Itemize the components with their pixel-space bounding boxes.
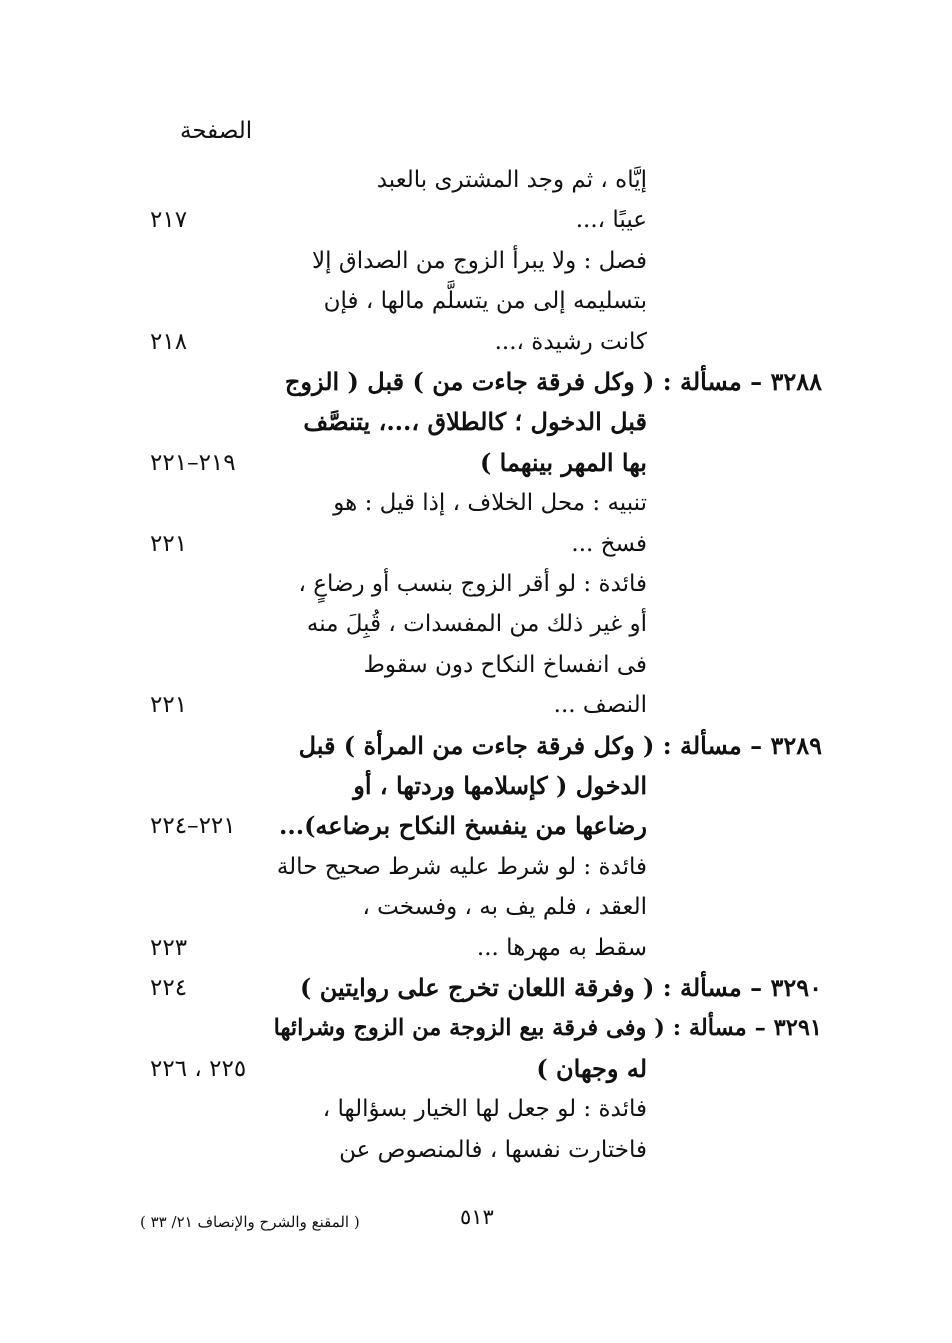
- index-line: [0, 887, 952, 927]
- index-line: [0, 524, 952, 564]
- index-line: [0, 604, 952, 644]
- index-line: [0, 726, 952, 766]
- page-reference: ٢٢١: [150, 692, 188, 719]
- page-reference: ٢٢٤: [150, 975, 188, 1001]
- issue-heading-text: ٣٢٨٩ – مسألة : ( وكل فرقة جاءت من المرأة ) قبل: [298, 730, 822, 760]
- entry-text: فى انفساخ النكاح دون سقوط: [363, 651, 647, 678]
- issue-heading-text: له وجهان ): [536, 1053, 647, 1083]
- entry-text: فائدة : لو شرط عليه شرط صحيح حالة: [276, 853, 647, 880]
- page-reference: ٢١٧: [150, 207, 188, 234]
- index-line: [0, 200, 952, 240]
- index-line: [0, 362, 952, 402]
- page-reference: ٢٢٥ ، ٢٢٦: [150, 1055, 247, 1082]
- index-line: [0, 847, 952, 887]
- index-line: [0, 685, 952, 725]
- index-line: [0, 1089, 952, 1129]
- page-reference: ٢٢١: [150, 530, 188, 557]
- issue-heading-text: ٣٢٩٠ – مسألة : ( وفرقة اللعان تخرج على روايتين ): [300, 973, 822, 1002]
- index-line: [0, 443, 952, 483]
- index-line: [0, 564, 952, 604]
- index-line: [0, 402, 952, 442]
- entry-text: فاختارت نفسها ، فالمنصوص عن: [339, 1136, 647, 1163]
- index-line: [0, 968, 952, 1008]
- issue-heading-text: رضاعها من ينفسخ النكاح برضاعه)...: [279, 811, 647, 841]
- entry-text: كانت رشيدة ،...: [494, 328, 647, 355]
- page-reference: ٢٢١–٢٢٤: [150, 813, 236, 840]
- issue-heading-text: ٣٢٨٨ – مسألة : ( وكل فرقة جاءت من ) قبل ( الزوج: [284, 367, 822, 396]
- index-line: [0, 645, 952, 685]
- entry-text: بتسليمه إلى من يتسلَّم مالها ، فإن: [323, 288, 647, 315]
- issue-heading-text: ٣٢٩١ – مسألة : ( وفى فرقة بيع الزوجة من الزوج وشرائها: [273, 1015, 822, 1042]
- source-reference: ( المقنع والشرح والإنصاف ٢١/ ٣٣ ): [140, 1213, 360, 1231]
- index-line: [0, 1049, 952, 1089]
- entry-text: فائدة : لو جعل لها الخيار بسؤالها ،: [322, 1096, 647, 1123]
- entry-text: فسخ ...: [571, 530, 647, 557]
- issue-heading-text: الدخول ( كإسلامها وردتها ، أو: [353, 771, 647, 800]
- entry-text: فائدة : لو أقر الزوج بنسب أو رضاعٍ ،: [298, 571, 647, 597]
- page-reference: ٢١٩–٢٢١: [150, 449, 236, 476]
- entry-text: تنبيه : محل الخلاف ، إذا قيل : هو: [333, 490, 647, 517]
- index-line: [0, 322, 952, 362]
- page-column-header: الصفحة: [180, 118, 253, 144]
- index-line: [0, 806, 952, 846]
- index-line: [0, 1008, 952, 1048]
- index-line: [0, 160, 952, 200]
- entry-text: أو غير ذلك من المفسدات ، قُبِلَ منه: [306, 611, 647, 638]
- entry-text: سقط به مهرها ...: [476, 934, 647, 961]
- entry-text: فصل : ولا يبرأ الزوج من الصداق إلا: [312, 247, 647, 274]
- page-reference: ٢١٨: [150, 328, 188, 355]
- entry-text: عيبًا ،...: [575, 207, 647, 234]
- page-number: ٥١٣: [460, 1205, 494, 1229]
- page-reference: ٢٢٣: [150, 934, 188, 961]
- issue-heading-text: قبل الدخول ؛ كالطلاق ،...، يتنصَّف: [303, 407, 647, 437]
- entry-text: العقد ، فلم يف به ، وفسخت ،: [362, 894, 647, 921]
- index-line: [0, 281, 952, 321]
- index-line: [0, 1130, 952, 1170]
- index-line: [0, 766, 952, 806]
- issue-heading-text: بها المهر بينهما ): [479, 447, 647, 477]
- index-line: [0, 483, 952, 523]
- index-line: [0, 241, 952, 281]
- entry-text: النصف ...: [553, 692, 647, 719]
- entry-text: إيَّاه ، ثم وجد المشترى بالعبد: [376, 167, 647, 193]
- index-line: [0, 928, 952, 968]
